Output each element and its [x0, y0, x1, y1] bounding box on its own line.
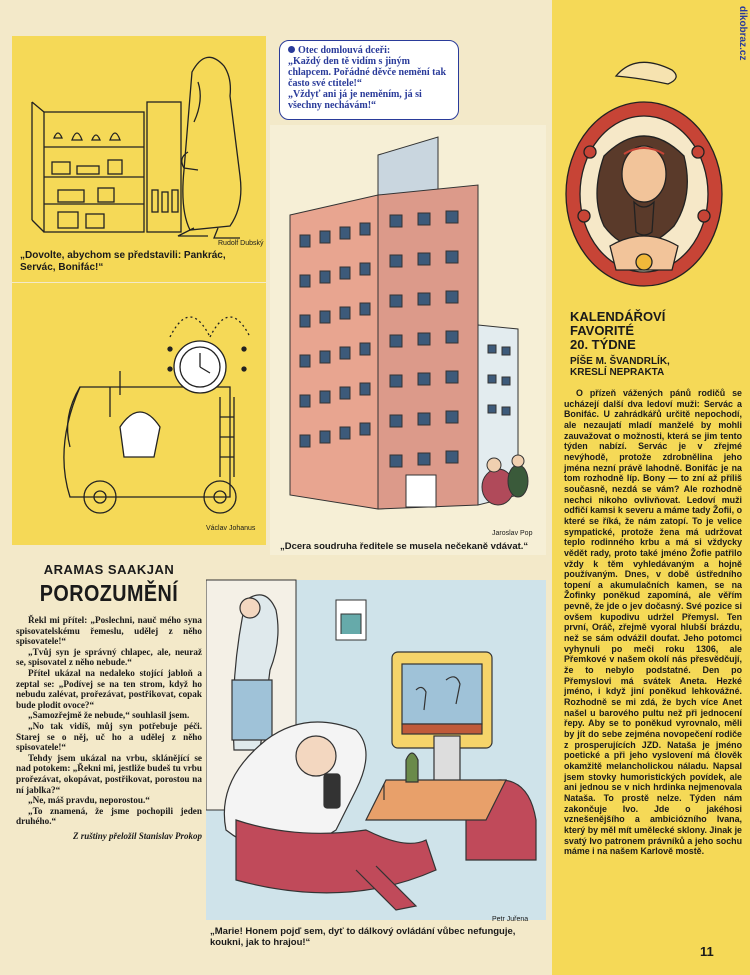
column-byline1: PÍŠE M. ŠVANDRLÍK, [570, 356, 670, 367]
story-body [16, 615, 202, 827]
truck-clock-illustration [20, 287, 260, 519]
watermark: dikobraz.cz [737, 6, 748, 61]
dialog-line3: „Vždyť ani já je neměním, já si všechny nechávám!“ [288, 89, 422, 111]
cartoon3-caption: „Dcera soudruha ředitele se musela nečekaně vdávat.“ [280, 541, 529, 552]
cartoon3-author: Jaroslav Pop [492, 530, 533, 537]
column-title-line1: KALENDÁŘOVÍ [570, 309, 666, 324]
story-paragraph: „Ne, máš pravdu, neporostou.“ [28, 795, 150, 806]
story-paragraph: Tehdy jsem ukázal na vrbu, sklánějící se nad potokem: „Řekni mi, jestliže budeš tu vrbu prořezávat, okopávat, postřikovat, porostou na ní jablka?“ [16, 752, 202, 795]
column-paragraph: O přízeň vážených pánů rodičů se ucházejí další dva ledoví muži: Servác a Bonifác. U zahrádkářů určitě nepochodí, ale nezaujatí mladí manželé by mohli zauvažovat o možnosti, která se jim tento týden nabízí. Servác je v zřejmé nevýhodě, protože zdrobnělina jeho jména nezní právě lahodně. Bonifác je na tom rozhodně líp. Bony — to zní až příliš současně, nezdá se vám? Ale rozhodně nechci nikoho ovlivňovat. Ledoví muži odfičí kamsi k severu a máme tady Žofii, o které se říká, že nám zatopí. To je velice sympatické, protože žena má udržovat teplo rodinného krbu a má si vždycky vědět rady, proto také jméno Žofie patřilo vždy k těm vyhledávaným a hojně používaným. Dnes, v době ústředního topení a akumulačních kamen, se na Žofinky poněkud zapomíná, ale věřím pevně, že jde o jev dočasný. Své pozice si ovšem kupodivu udržel Přemysl. Ten první, Oráč, zřejmě vyoral hlubší brázdu, než se sám odvážil doufat. Jeho potomci vyhynuli po meči roku 1306, ale Přemkové v našem okolí nás přesvědčují, že to nebylo podstatné. Den po Přemyslovi má svátek Aneta. Hezké jméno, i když jiní poněkud lehkovážné. Rozhodně se mi zdá, že bych více Anet našel u barového pultu než při jednocení řepy. Aby se to poněkud vyrovnalo, měli by jít do sebe zejména novopečení rodiče z prosperujících JZD. Nataša je jméno poetické a při jeho vyslovení má člověk okamžitě melancholickou náladu. Napsal jsem stovky humoristických povídek, ale ani jednou se v nich hrdinka nejmenovala Nataša. To prostě nelze. Týden nám zakončuje Ivo. Jde o jakéhosi vznešenějšího a ambiciózního Ivana, který by měl mít umělecké sklony. Jinak je svatý Ivo patronem právníků a jeho sochu máme i na našem Karlově mostě. [564, 388, 742, 857]
tv-remote-illustration [206, 560, 546, 920]
story-porozumeni [16, 562, 202, 952]
cartoon-panel-tv [206, 560, 546, 952]
page-number: 11 [700, 944, 714, 959]
cartoon-panel-truck [12, 283, 266, 545]
cartoon4-caption: „Marie! Honem pojď sem, dyť to dálkový ovládání vůbec nefunguje, koukni, jak to hrajou!“ [210, 926, 516, 948]
cartoon1-author: Rudolf Dubský [218, 240, 264, 247]
column-body [564, 388, 742, 948]
cartoon1-caption: „Dovolte, abychom se představili: Pankrác, Servác, Bonifác!“ [20, 250, 226, 273]
story-paragraph: „Tvůj syn je správný chlapec, ale, neuraž se, spisovatel z něho nebude.“ [16, 646, 202, 668]
dialog-line1: Otec domlouvá dceři: [288, 45, 450, 56]
column-title-line2: FAVORITÉ [570, 323, 635, 338]
fridge-illustration [22, 42, 256, 242]
story-title: POROZUMĚNÍ [39, 580, 179, 606]
story-paragraph: „Samozřejmě že nebude,“ souhlasil jsem. [28, 710, 190, 721]
dialog-bubble [279, 40, 459, 120]
story-author: ARAMAS SAAKJAN [43, 562, 175, 577]
story-translator: Z ruštiny přeložil Stanislav Prokop [72, 830, 202, 841]
portrait-medallion [560, 56, 728, 296]
cartoon4-author: Petr Juřena [492, 916, 529, 923]
story-paragraph: Přítel ukázal na nedaleko stojící jabloň a zeptal se: „Podívej se na ten strom, když ho nebudu zalévat, prořezávat, postřikovat, copak bude plodit ovoce?“ [16, 667, 202, 710]
dialog-line2: „Každý den tě vidím s jiným chlapcem. Pořádné děvče nemění tak často své ctitele!“ [288, 56, 447, 89]
story-paragraph: „To znamená, že jsme pochopili jeden druhého.“ [16, 805, 202, 827]
saint-portrait-icon [560, 56, 728, 296]
bullet-dot-icon [288, 46, 295, 53]
column-byline2: KRESLÍ NEPRAKTA [570, 367, 665, 378]
story-paragraph: Řekl mi přítel: „Poslechni, nauč mého syna spisovatelskému řemeslu, udělej z něho spisovatele!“ [16, 615, 202, 647]
cartoon2-author: Václav Johanus [206, 525, 256, 532]
cartoon-panel-fridge [12, 36, 266, 282]
cartoon-panel-building [270, 125, 546, 555]
column-header [570, 310, 740, 378]
column-title-line3: 20. TÝDNE [570, 337, 636, 352]
building-illustration [278, 125, 540, 525]
story-paragraph: „No tak vidíš, můj syn potřebuje péči. Starej se o něj, uč ho a udělej z něho spisovatele!“ [16, 720, 202, 753]
